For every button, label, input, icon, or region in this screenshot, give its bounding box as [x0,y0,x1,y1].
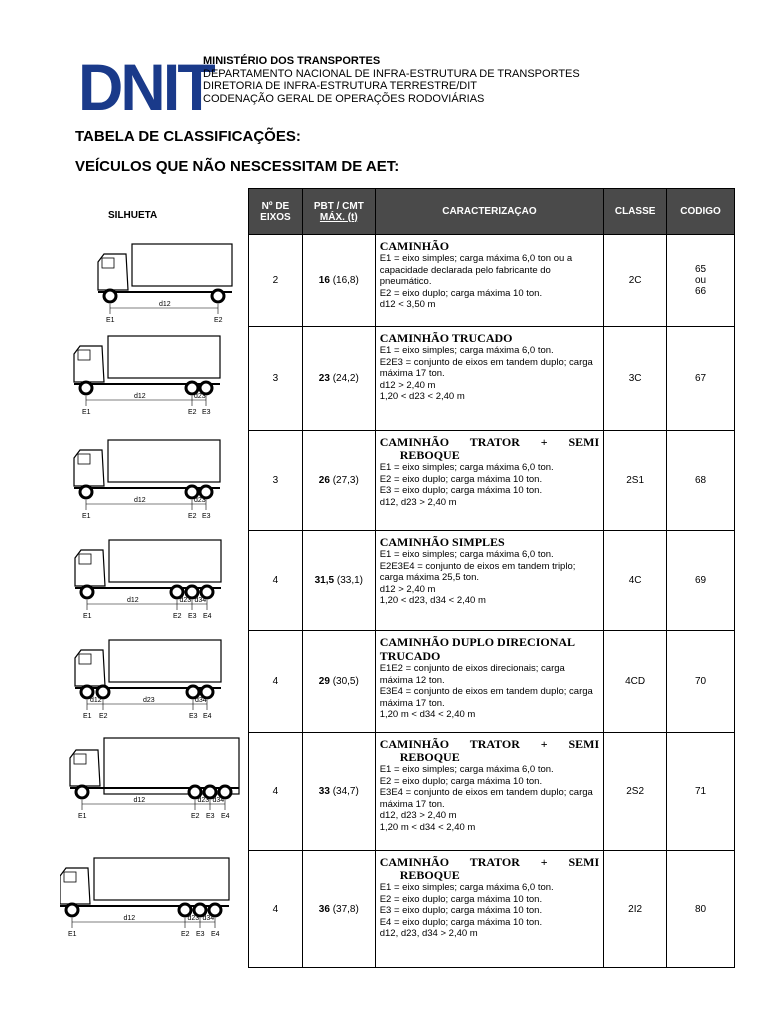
col-eixos: Nº DE EIXOS [249,189,303,235]
cell-classe: 2I2 [604,851,667,968]
silhouette-drawing [60,854,245,939]
spec-line: d12, d23 > 2,40 m [379,810,457,821]
cell-caracterizacao [375,235,603,327]
silhouette-drawing [60,536,245,621]
spec-line: E3E4 = conjunto de eixos em tandem duplo; carga máxima 17 ton. [379,686,593,709]
pbt-value: 29 [318,676,330,687]
cell-classe: 4C [604,531,667,631]
cell-pbt [302,631,375,733]
codigo-line: ou [694,275,707,286]
spec-line: E1E2 = conjunto de eixos direcionais; carga máxima 12 ton. [379,663,565,686]
org-line-1: MINISTÉRIO DOS TRANSPORTES [203,55,381,67]
cell-codigo [667,431,735,531]
axle-label: E3 [196,931,205,938]
cell-codigo [667,631,735,733]
pbt-value: 31,5 [314,575,335,586]
cab-shape [98,254,128,290]
cell-eixos: 3 [249,431,303,531]
dimension-label: d34 [212,797,225,804]
codigo-line: 80 [694,903,707,915]
spec-line: d12, d23, d34 > 2,40 m [379,928,478,939]
cell-caracterizacao [375,431,603,531]
table-row [249,733,735,851]
codigo-line: 67 [694,373,707,384]
cmt-value: (24,2) [332,373,359,384]
wheel [81,586,93,598]
vehicle-silhouette [60,240,245,325]
cell-classe: 2S2 [604,733,667,851]
cargo-box [94,858,229,900]
dimension-label: d12 [133,797,146,804]
axle-label: E2 [99,713,108,720]
spec-line: E1 = eixo simples; carga máxima 6,0 ton. [379,345,554,356]
organization-block [203,55,580,105]
silhouette-drawing [60,736,245,821]
dimension-label: d23 [197,797,210,804]
spec-line: E2 = eixo duplo; carga máxima 10 ton. [379,893,543,905]
codigo-line: 71 [694,786,707,797]
vehicle-title: CAMINHÃO [379,239,450,253]
spec-line: 1,20 < d23 < 2,40 m [379,391,465,402]
wheel [80,486,92,498]
axle-label: E4 [211,931,220,938]
cmt-value: (16,8) [332,275,359,286]
vehicle-title: CAMINHÃO DUPLO DIRECIONAL TRUCADO [379,635,575,663]
codigo-line: 66 [694,286,707,297]
cargo-box [104,738,239,794]
axle-label: E1 [83,613,92,620]
table-row [249,631,735,733]
spec-line: d12 < 3,50 m [379,299,436,310]
cargo-box [109,540,221,582]
cell-codigo [667,531,735,631]
dimension-label: d23 [179,597,192,604]
axle-label: E1 [82,513,91,520]
codigo-line: 68 [694,475,707,486]
cmt-value: (33,1) [336,575,363,586]
axle-label: E3 [188,613,197,620]
cell-classe: 4CD [604,631,667,733]
axle-label: E2 [191,813,200,820]
section-title: VEÍCULOS QUE NÃO NESCESSITAM DE AET: [75,158,400,175]
spec-line: E3 = eixo duplo; carga máxima 10 ton. [379,485,543,496]
dnit-logo: DNIT [78,50,213,124]
spec-line: E2 = eixo duplo; carga máxima 10 ton. [379,775,543,787]
spec-line: 1,20 m < d34 < 2,40 m [379,821,476,833]
dimension-label: d23 [194,497,206,504]
table-row [249,431,735,531]
vehicle-title: CAMINHÃO TRATOR + SEMI [379,855,600,869]
axle-label: E2 [188,513,197,520]
spec-line: d12 > 2,40 m [379,583,436,595]
pbt-value: 16 [318,275,330,286]
cell-classe: 2C [604,235,667,327]
wheel [76,786,88,798]
spec-line: E2E3E4 = conjunto de eixos em tandem triplo; carga máxima 25,5 ton. [379,560,576,583]
cell-pbt [302,235,375,327]
spec-line: E1 = eixo simples; carga máxima 6,0 ton. [379,764,554,775]
dimension-label: d34 [194,597,207,604]
table-row [249,531,735,631]
axle-label: E3 [189,713,198,720]
spec-line: E1 = eixo simples; carga máxima 6,0 ton. [379,549,554,560]
cell-pbt [302,851,375,968]
cargo-box [132,244,232,286]
dimension-label: d34 [202,915,215,922]
silhouette-drawing [60,240,245,325]
spec-line: 1,20 < d23, d34 < 2,40 m [379,595,486,606]
axle-label: E4 [203,713,212,720]
cmt-value: (37,8) [332,903,359,915]
axle-label: E3 [206,813,215,820]
cell-eixos: 4 [249,631,303,733]
cell-codigo [667,327,735,431]
table-row [249,327,735,431]
cell-codigo [667,851,735,968]
table-header-row [249,189,735,235]
cell-caracterizacao [375,851,603,968]
vehicle-title: CAMINHÃO SIMPLES [379,535,505,549]
spec-line: d12 > 2,40 m [379,379,436,391]
cell-codigo [667,733,735,851]
axle-label: E2 [188,409,197,416]
wheel [80,382,92,394]
dimension-label: d12 [134,497,146,504]
axle-label: E4 [203,613,212,620]
cell-classe: 2S1 [604,431,667,531]
spec-line: E1 = eixo simples; carga máxima 6,0 ton ou a capacidade declarada pelo fabricante do pneumático. [379,253,573,287]
col-caracterizacao: CARACTERIZAÇAO [375,189,603,235]
col-codigo: CODIGO [667,189,735,235]
cargo-box [108,440,220,482]
vehicle-silhouette [60,536,245,621]
dimension-label: d12 [90,697,102,704]
col-classe: CLASSE [604,189,667,235]
org-line-4: CODENAÇÃO GERAL DE OPERAÇÕES RODOVIÁRIAS [203,92,485,105]
spec-line: E2 = eixo duplo; carga máxima 10 ton. [379,473,543,485]
wheel [104,290,116,302]
vehicle-title: CAMINHÃO TRATOR + SEMI [379,737,600,751]
dimension-label: d12 [159,301,171,308]
cab-shape [60,868,90,904]
spec-line: E1 = eixo simples; carga máxima 6,0 ton. [379,882,554,893]
axle-label: E2 [214,317,223,324]
vehicle-silhouette [60,332,245,417]
vehicle-title: CAMINHÃO TRATOR + SEMI [379,435,600,449]
pbt-value: 23 [318,373,330,384]
org-line-2: DEPARTAMENTO NACIONAL DE INFRA-ESTRUTURA DE TRANSPORTES [203,67,580,80]
col-pbt: PBT / CMT MÁX. (t) [302,189,375,235]
vehicle-subtitle: REBOQUE [399,868,460,882]
cell-pbt [302,531,375,631]
codigo-line: 65 [694,264,707,275]
axle-label: E1 [83,713,92,720]
wheel [212,290,224,302]
axle-label: E2 [181,931,190,938]
cell-pbt [302,431,375,531]
dimension-label: d12 [134,393,146,400]
wheel [66,904,78,916]
axle-label: E1 [78,813,87,820]
codigo-line: 69 [694,575,707,586]
vehicle-silhouette [60,436,245,521]
cell-eixos: 4 [249,531,303,631]
table-title: TABELA DE CLASSIFICAÇÕES: [75,128,301,145]
silhouette-header: SILHUETA [108,210,158,221]
cmt-value: (27,3) [332,475,359,486]
vehicle-title: CAMINHÃO TRUCADO [379,331,513,345]
cab-shape [74,450,104,486]
cell-pbt [302,733,375,851]
spec-line: 1,20 m < d34 < 2,40 m [379,709,476,720]
vehicle-silhouette [60,736,245,821]
axle-label: E1 [68,931,77,938]
cell-eixos: 3 [249,327,303,431]
spec-line: E4 = eixo duplo; carga máxima 10 ton. [379,916,543,928]
pbt-value: 26 [318,475,330,486]
cab-shape [75,650,105,686]
cargo-box [109,640,221,682]
cell-caracterizacao [375,733,603,851]
cab-shape [70,750,100,786]
table-row [249,235,735,327]
axle-label: E3 [202,513,211,520]
cell-caracterizacao [375,631,603,733]
dimension-label: d34 [195,697,207,704]
org-line-3: DIRETORIA DE INFRA-ESTRUTURA TERRESTRE/DIT [203,80,478,92]
vehicle-silhouette [60,854,245,939]
cell-classe: 3C [604,327,667,431]
spec-line: E2E3 = conjunto de eixos em tandem duplo; carga máxima 17 ton. [379,356,593,379]
page-header [78,50,758,124]
cargo-box [108,336,220,378]
silhouette-drawing [60,436,245,521]
cab-shape [75,550,105,586]
cab-shape [74,346,104,382]
dimension-label: d23 [187,915,200,922]
cmt-value: (30,5) [332,676,359,687]
dimension-label: d12 [123,915,136,922]
spec-line: E1 = eixo simples; carga máxima 6,0 ton. [379,462,554,473]
spec-line: E2 = eixo duplo; carga máxima 10 ton. [379,287,543,299]
vehicle-subtitle: REBOQUE [399,448,460,462]
axle-label: E1 [82,409,91,416]
cell-pbt [302,327,375,431]
spec-line: E3E4 = conjunto de eixos em tandem duplo; carga máxima 17 ton. [379,787,593,810]
vehicle-silhouette [60,636,245,721]
codigo-line: 70 [694,676,707,687]
cmt-value: (34,7) [332,786,359,797]
axle-label: E1 [106,317,115,324]
silhouette-drawing [60,332,245,417]
dimension-label: d23 [143,697,155,704]
silhouette-drawing [60,636,245,721]
dimension-label: d23 [194,393,206,400]
cell-eixos: 2 [249,235,303,327]
spec-line: E3 = eixo duplo; carga máxima 10 ton. [379,905,543,916]
spec-line: d12, d23 > 2,40 m [379,496,457,508]
cell-codigo [667,235,735,327]
cell-eixos: 4 [249,733,303,851]
dimension-label: d12 [127,597,139,604]
axle-label: E3 [202,409,211,416]
axle-label: E2 [173,613,182,620]
pbt-value: 33 [318,786,330,797]
pbt-value: 36 [318,903,330,915]
cell-caracterizacao [375,327,603,431]
classification-table [248,188,735,968]
cell-caracterizacao [375,531,603,631]
vehicle-subtitle: REBOQUE [399,750,460,764]
cell-eixos: 4 [249,851,303,968]
axle-label: E4 [221,813,230,820]
table-row [249,851,735,968]
